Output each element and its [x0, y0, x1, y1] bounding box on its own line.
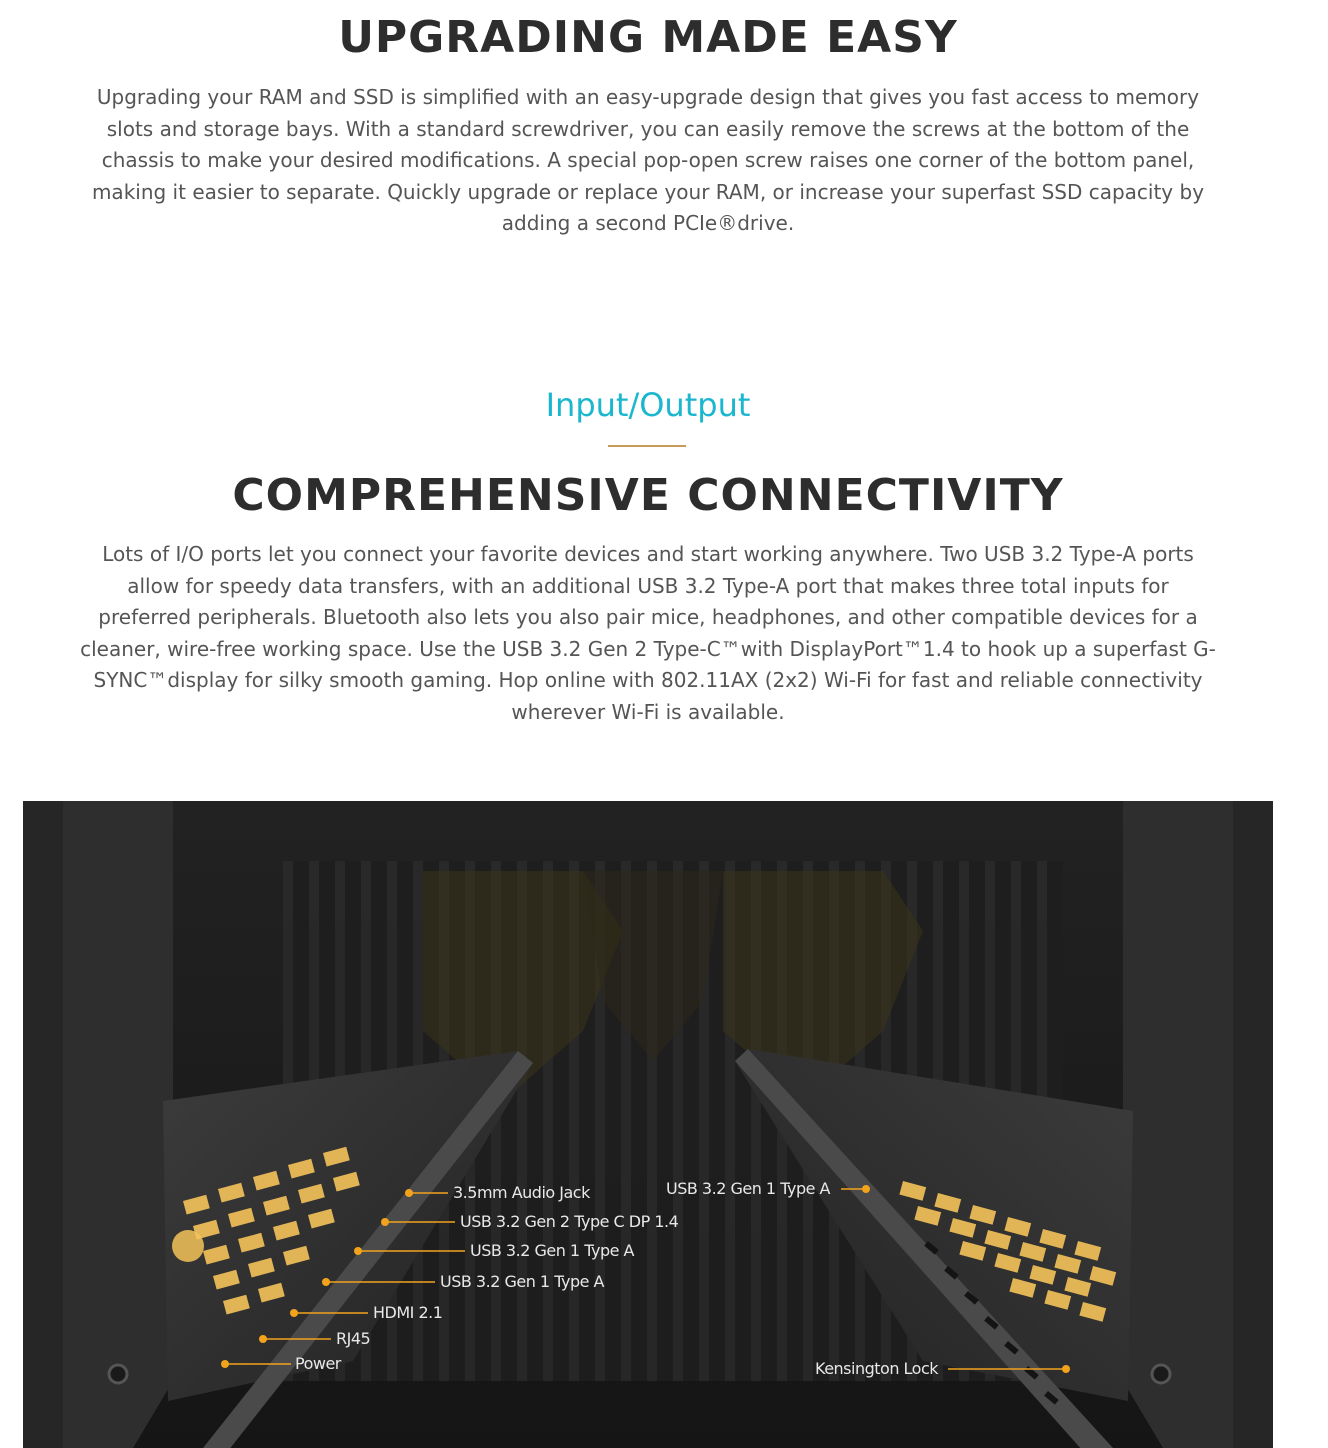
port-label-usb-c: USB 3.2 Gen 2 Type C DP 1.4: [460, 1212, 679, 1231]
port-label-kensington-lock: Kensington Lock: [815, 1359, 939, 1378]
port-label-power: Power: [295, 1354, 341, 1373]
io-kicker: Input/Output: [545, 386, 751, 424]
port-label-usb-a-1: USB 3.2 Gen 1 Type A: [470, 1241, 634, 1260]
port-label-hdmi: HDMI 2.1: [373, 1303, 443, 1322]
port-label-right-usb-a: USB 3.2 Gen 1 Type A: [666, 1179, 830, 1198]
upgrade-heading: UPGRADING MADE EASY: [338, 12, 958, 63]
port-label-usb-a-2: USB 3.2 Gen 1 Type A: [440, 1272, 604, 1291]
io-ports-image: [23, 801, 1273, 1448]
port-label-audio-jack: 3.5mm Audio Jack: [453, 1183, 590, 1202]
connectivity-heading: COMPREHENSIVE CONNECTIVITY: [232, 470, 1064, 521]
connectivity-description: Lots of I/O ports let you connect your favorite devices and start working anywhere. Two USB 3.2 Type-A ports allow for speedy data transfers, with an additional USB 3.2 Type-A port that makes three total inputs for preferred peripherals. Bluetooth also lets you also pair mice, headphones, and other compatible devices for a cleaner, wire-free working space. Use the USB 3.2 Gen 2 Type-C™with DisplayPort™1.4 to hook up a superfast G-SYNC™display for silky smooth gaming. Hop online with 802.11AX (2x2) Wi-Fi for fast and reliable connectivity wherever Wi-Fi is available.: [80, 542, 1216, 724]
port-label-rj45: RJ45: [336, 1329, 371, 1348]
kicker-divider: [608, 445, 686, 447]
upgrade-description: Upgrading your RAM and SSD is simplified with an easy-upgrade design that gives you fast access to memory slots and storage bays. With a standard screwdriver, you can easily remove the screws at the bottom of the chassis to make your desired modifications. A special pop-open screw raises one corner of the bottom panel, making it easier to separate. Quickly upgrade or replace your RAM, or increase your superfast SSD capacity by adding a second PCIe®drive.: [91, 85, 1205, 235]
laptop-illustration: [23, 801, 1273, 1448]
